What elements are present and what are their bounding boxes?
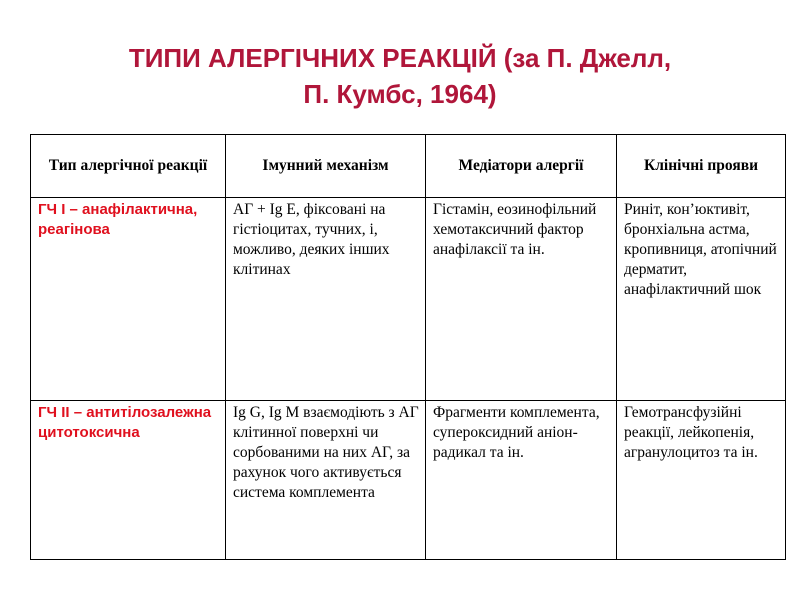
cell-mediators: Фрагменти комплемента, супероксидний аніон-радикал та ін. bbox=[426, 401, 617, 560]
header-manifestations: Клінічні прояви bbox=[617, 135, 786, 198]
table-header-row bbox=[31, 135, 786, 198]
cell-mechanism: АГ + Ig E, фіксовані на гістіоцитах, тучних, і, можливо, деяких інших клітинах bbox=[226, 198, 426, 401]
header-mechanism: Імунний механізм bbox=[226, 135, 426, 198]
cell-type: ГЧ І – анафілактична, реагінова bbox=[31, 198, 226, 401]
header-mediators: Медіатори алергії bbox=[426, 135, 617, 198]
table-row bbox=[31, 401, 786, 560]
table-row bbox=[31, 198, 786, 401]
cell-mediators: Гістамін, еозинофільний хемотаксичний фактор анафілаксії та ін. bbox=[426, 198, 617, 401]
cell-type: ГЧ ІІ – антитілозалежна цитотоксична bbox=[31, 401, 226, 560]
allergy-types-table bbox=[30, 134, 786, 560]
page-title bbox=[0, 40, 800, 112]
cell-mechanism: Ig G, Ig M взаємодіють з АГ клітинної поверхні чи сорбованими на них АГ, за рахунок чого активується система комплемента bbox=[226, 401, 426, 560]
title-line-1: ТИПИ АЛЕРГІЧНИХ РЕАКЦІЙ (за П. Джелл, bbox=[128, 43, 672, 73]
cell-manifestations: Риніт, кон’юктивіт, бронхіальна астма, кропивниця, атопічний дерматит, анафілактичний шок bbox=[617, 198, 786, 401]
title-line-2: П. Кумбс, 1964) bbox=[303, 79, 497, 109]
header-type: Тип алергічної реакції bbox=[31, 135, 226, 198]
cell-manifestations: Гемотрансфузійні реакції, лейкопенія, агранулоцитоз та ін. bbox=[617, 401, 786, 560]
